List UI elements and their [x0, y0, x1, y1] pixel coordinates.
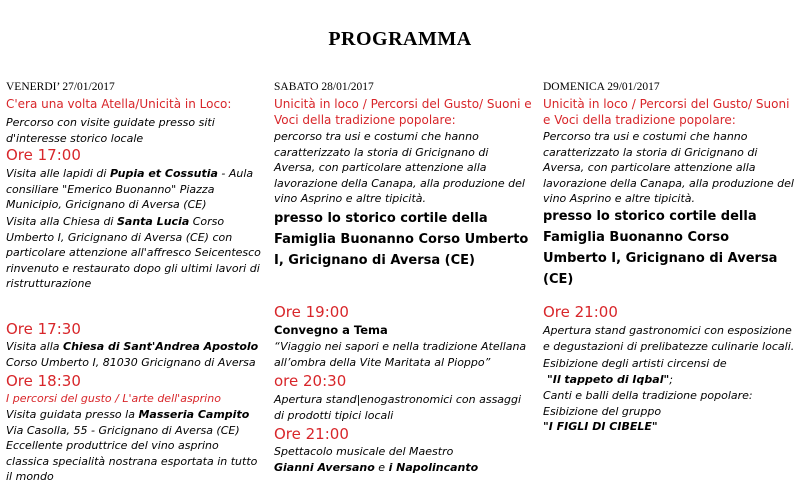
event-artists: Gianni Aversano e i Napolincanto [274, 461, 479, 474]
event-description: Apertura stand|enogastronomici con assaggi di prodotti tipici locali [274, 393, 522, 422]
event-time: Ore 21:00 [543, 303, 618, 321]
page-title: PROGRAMMA [328, 28, 472, 50]
event-description: “Viaggio nei sapori e nella tradizione Atellana all’ombra della Vite Maritata al Pioppo” [274, 340, 527, 369]
event-time: Ore 18:30 [6, 372, 81, 390]
day-date: VENERDI’ 27/01/2017 [6, 81, 115, 93]
day-date: SABATO 28/01/2017 [274, 81, 374, 93]
event-time: Ore 21:00 [274, 425, 349, 443]
event-description: "Il tappeto di Iqbal"; [547, 373, 673, 386]
event-venue: presso lo storico cortile della Famiglia Buonanno Corso Umberto I, Gricignano di Aversa (CE) [543, 209, 778, 287]
event-theme: Unicità in loco / Percorsi del Gusto/ Suoni e Voci della tradizione popolare: [274, 97, 532, 127]
event-time: Ore 17:30 [6, 320, 81, 338]
event-theme: I percorsi del gusto / L'arte dell'asprino [6, 392, 221, 405]
event-description: Spettacolo musicale del Maestro [274, 445, 454, 458]
event-description: Visita alla Chiesa di Sant'Andrea Apostolo Corso Umberto I, 81030 Gricignano di Aversa [6, 340, 259, 369]
day-date: DOMENICA 29/01/2017 [543, 81, 660, 93]
event-time: ore 20:30 [274, 372, 347, 390]
event-description: Percorso con visite guidate presso siti d'interesse storico locale [6, 116, 215, 145]
event-description: percorso tra usi e costumi che hanno caratterizzato la storia di Gricignano di Aversa, con particolare attenzione alla lavorazione della Canapa, alla produzione del vino Asprino e altre tipicità. [274, 130, 525, 205]
event-description: Percorso tra usi e costumi che hanno caratterizzato la storia di Gricignano di Aversa, con particolare attenzione alla lavorazione della Canapa, alla produzione del vino Asprino e altre tipicità. [543, 130, 794, 205]
event-theme: Unicità in loco / Percorsi del Gusto/ Suoni e Voci della tradizione popolare: [543, 97, 790, 127]
event-description: Visita guidata presso la Masseria Campito Via Casolla, 55 - Gricignano di Aversa (CE) Eccellente produttrice del vino asprino classica specialità nostrana esportata in tutto il mondo [6, 408, 258, 483]
event-time: Ore 19:00 [274, 303, 349, 321]
event-group: "I FIGLI DI CIBELE" [543, 420, 658, 433]
event-time: Ore 17:00 [6, 146, 81, 164]
event-description: Apertura stand gastronomici con esposizione e degustazioni di prelibatezze culinarie locali. [543, 324, 795, 353]
event-theme: C'era una volta Atella/Unicità in Loco: [6, 97, 232, 111]
event-description: Visita alla Chiesa di Santa Lucia Corso Umberto I, Gricignano di Aversa (CE) con particolare attenzione all'affresco Seicentesco rinvenuto e restaurato dopo gli ultimi lavori di ristrutturazione [6, 215, 261, 290]
event-description: Esibizione degli artisti circensi de [543, 357, 727, 370]
event-venue: presso lo storico cortile della Famiglia Buonanno Corso Umberto I, Gricignano di Aversa (CE) [274, 211, 529, 268]
event-description: Canti e balli della tradizione popolare: Esibizione del gruppo [543, 389, 753, 418]
event-description: Visita alle lapidi di Pupia et Cossutia - Aula consiliare "Emerico Buonanno" Piazza Municipio, Gricignano di Aversa (CE) [6, 167, 254, 211]
convegno-title: Convegno a Tema [274, 323, 388, 337]
